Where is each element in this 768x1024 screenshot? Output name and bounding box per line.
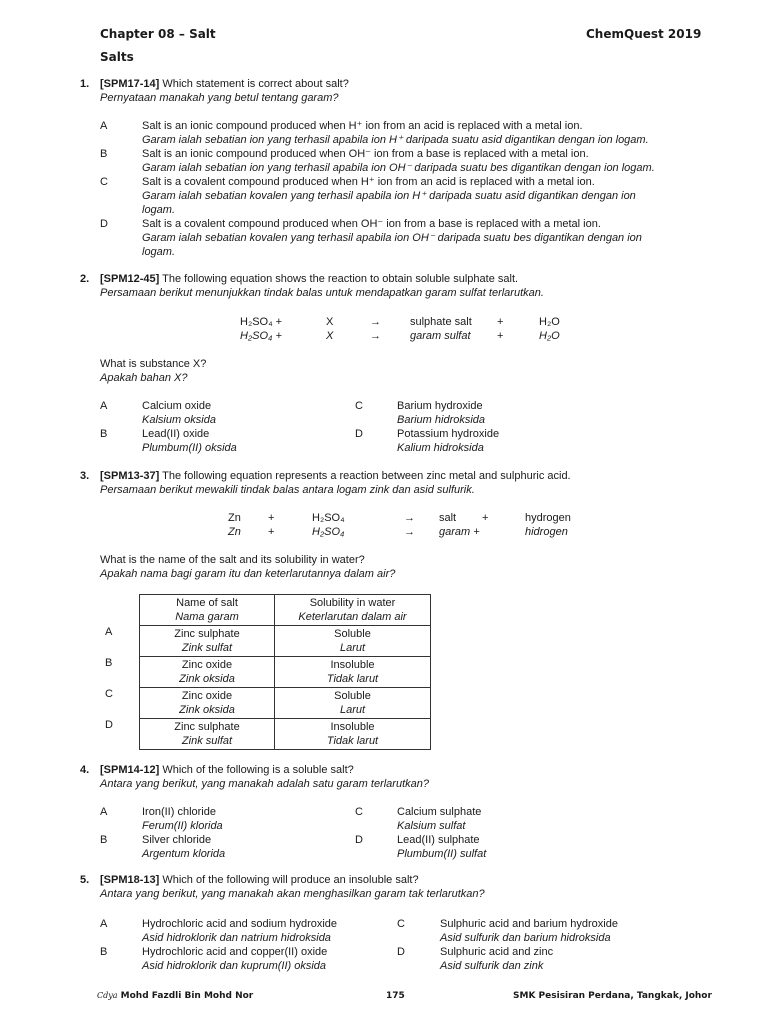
sub-question-en: What is the name of the salt and its solubility in water? xyxy=(100,554,365,566)
option-letter: D xyxy=(355,834,363,846)
equation-term: sulphate salt xyxy=(410,316,472,328)
option-letter: B xyxy=(100,148,108,160)
table-row xyxy=(140,688,431,719)
footer-author xyxy=(97,991,253,1001)
stem-ms: Persamaan berikut menunjukkan tindak balas untuk mendapatkan garam sulfat terlarutkan. xyxy=(100,287,544,299)
option-text-en: Salt is a covalent compound produced when H⁺ ion from an acid is replaced with a metal ion. xyxy=(142,176,595,188)
table-cell: Insoluble Tidak larut xyxy=(275,719,431,750)
option-text-en: Salt is an ionic compound produced when H⁺ ion from an acid is replaced with a metal ion. xyxy=(142,120,583,132)
option-letter: D xyxy=(397,946,405,958)
equation-term: + xyxy=(268,512,275,524)
author-name: Mohd Fazdli Bin Mohd Nor xyxy=(120,991,254,1001)
equation-term: hidrogen xyxy=(525,526,568,538)
question-code: [SPM12-45] xyxy=(100,273,160,285)
row-letter: B xyxy=(105,657,113,669)
equation-term: + xyxy=(268,526,275,538)
arrow-icon: → xyxy=(404,512,415,524)
salt-solubility-table xyxy=(139,594,431,750)
stem-en: The following equation represents a reaction between zinc metal and sulphuric acid. xyxy=(162,470,571,482)
equation-term: X xyxy=(326,330,334,342)
option-text-en: Hydrochloric acid and copper(II) oxide xyxy=(142,946,328,958)
option-text-en: Lead(II) sulphate xyxy=(397,834,480,846)
option-text-ms: Garam ialah sebatian ion yang terhasil apabila ion H⁺ daripada suatu asid digantikan dengan ion logam. xyxy=(142,134,649,146)
table-row xyxy=(140,719,431,750)
table-row xyxy=(140,657,431,688)
stem-en: The following equation shows the reaction to obtain soluble sulphate salt. xyxy=(162,273,519,285)
option-text-ms: Garam ialah sebatian kovalen yang terhasil apabila ion OH⁻ daripada suatu bes digantikan dengan ion xyxy=(142,232,642,244)
option-letter: B xyxy=(100,834,108,846)
equation-term: garam + xyxy=(439,526,480,538)
arrow-icon: → xyxy=(370,316,381,328)
option-text-ms: Asid hidroklorik dan natrium hidroksida xyxy=(142,932,331,944)
option-letter: B xyxy=(100,946,108,958)
option-letter: B xyxy=(100,428,108,440)
option-letter: C xyxy=(355,806,363,818)
stem-en: Which of the following will produce an insoluble salt? xyxy=(162,874,419,886)
option-text-ms: Asid sulfurik dan barium hidroksida xyxy=(440,932,611,944)
option-letter: A xyxy=(100,120,108,132)
option-text-en: Salt is an ionic compound produced when OH⁻ ion from a base is replaced with a metal ion. xyxy=(142,148,589,160)
arrow-icon: → xyxy=(370,330,381,342)
header-cell: Solubility in water Keterlarutan dalam air xyxy=(275,595,431,626)
option-letter: A xyxy=(100,400,108,412)
equation-term: H₂SO₄ + xyxy=(240,316,283,328)
equation-term: Zn xyxy=(228,512,241,524)
question-code: [SPM18-13] xyxy=(100,874,160,886)
table-cell: Zinc sulphate Zink sulfat xyxy=(140,626,275,657)
question-number: 2. xyxy=(80,273,90,285)
equation-term: hydrogen xyxy=(525,512,571,524)
row-letter: C xyxy=(105,688,113,700)
question-number: 3. xyxy=(80,470,90,482)
option-text-ms: Barium hidroksida xyxy=(397,414,486,426)
option-text-en: Lead(II) oxide xyxy=(142,428,210,440)
question-number: 1. xyxy=(80,78,90,90)
option-text-ms: Kalsium sulfat xyxy=(397,820,466,832)
question-code: [SPM13-37] xyxy=(100,470,160,482)
sub-question-ms: Apakah nama bagi garam itu dan keterlarutannya dalam air? xyxy=(100,568,396,580)
row-letter: D xyxy=(105,719,113,731)
option-text-ms: Asid hidroklorik dan kuprum(II) oksida xyxy=(142,960,327,972)
question-stem xyxy=(100,272,518,286)
option-text-ms: Garam ialah sebatian ion yang terhasil apabila ion OH⁻ daripada suatu bes digantikan dengan ion logam. xyxy=(142,162,655,174)
option-letter: A xyxy=(100,918,108,930)
brand-title: ChemQuest 2019 xyxy=(586,27,702,41)
stem-en: Which statement is correct about salt? xyxy=(162,78,349,90)
sub-question-en: What is substance X? xyxy=(100,358,207,370)
equation-term: H₂O xyxy=(539,330,560,342)
stem-ms: Pernyataan manakah yang betul tentang garam? xyxy=(100,92,339,104)
option-letter: C xyxy=(397,918,405,930)
equation-term: H₂O xyxy=(539,316,560,328)
table-cell: Soluble Larut xyxy=(275,688,431,719)
page-number: 175 xyxy=(386,991,405,1001)
equation-term: H₂SO₄ xyxy=(312,526,345,538)
footer-school: SMK Pesisiran Perdana, Tangkak, Johor xyxy=(513,991,712,1001)
option-text-en: Barium hydroxide xyxy=(397,400,483,412)
stem-ms: Antara yang berikut, yang manakah adalah satu garam terlarutkan? xyxy=(100,778,429,790)
table-header-row xyxy=(140,595,431,626)
option-text-ms: Argentum klorida xyxy=(142,848,226,860)
stem-en: Which of the following is a soluble salt? xyxy=(162,764,354,776)
option-text-en: Salt is a covalent compound produced when OH⁻ ion from a base is replaced with a metal ion. xyxy=(142,218,601,230)
equation-term: garam sulfat xyxy=(410,330,471,342)
stem-ms: Persamaan berikut mewakili tindak balas antara logam zink dan asid sulfurik. xyxy=(100,484,475,496)
equation-term: H₂SO₄ xyxy=(312,512,345,524)
table-cell: Soluble Larut xyxy=(275,626,431,657)
equation-term: + xyxy=(497,316,504,328)
equation-term: Zn xyxy=(228,526,241,538)
question-stem xyxy=(100,873,419,887)
question-stem xyxy=(100,469,571,483)
sub-question-ms: Apakah bahan X? xyxy=(100,372,188,384)
option-text-en: Iron(II) chloride xyxy=(142,806,216,818)
equation-term: X xyxy=(326,316,334,328)
chapter-title: Chapter 08 – Salt xyxy=(100,27,216,41)
option-text-en: Calcium oxide xyxy=(142,400,212,412)
question-number: 5. xyxy=(80,874,90,886)
option-text-ms: logam. xyxy=(142,246,176,258)
question-stem xyxy=(100,763,354,777)
equation-term: + xyxy=(497,330,504,342)
table-cell: Zinc oxide Zink oksida xyxy=(140,657,275,688)
option-text-ms: Kalsium oksida xyxy=(142,414,216,426)
question-code: [SPM17-14] xyxy=(100,78,160,90)
option-letter: A xyxy=(100,806,108,818)
option-text-ms: Plumbum(II) sulfat xyxy=(397,848,487,860)
question-stem xyxy=(100,77,349,91)
option-text-en: Sulphuric acid and barium hydroxide xyxy=(440,918,618,930)
option-text-en: Potassium hydroxide xyxy=(397,428,500,440)
option-text-ms: Ferum(II) klorida xyxy=(142,820,223,832)
table-cell: Zinc sulphate Zink sulfat xyxy=(140,719,275,750)
option-text-ms: Asid sulfurik dan zink xyxy=(440,960,544,972)
stem-ms: Antara yang berikut, yang manakah akan menghasilkan garam tak terlarutkan? xyxy=(100,888,485,900)
option-letter: D xyxy=(100,218,108,230)
table-cell: Insoluble Tidak larut xyxy=(275,657,431,688)
option-text-ms: Kalium hidroksida xyxy=(397,442,484,454)
option-text-ms: Plumbum(II) oksida xyxy=(142,442,237,454)
equation-term: H₂SO₄ + xyxy=(240,330,282,342)
section-title: Salts xyxy=(100,50,134,64)
option-text-ms: logam. xyxy=(142,204,176,216)
option-letter: D xyxy=(355,428,363,440)
question-code: [SPM14-12] xyxy=(100,764,160,776)
question-number: 4. xyxy=(80,764,90,776)
option-text-en: Silver chloride xyxy=(142,834,212,846)
header-cell: Name of salt Nama garam xyxy=(140,595,275,626)
row-letter: A xyxy=(105,626,113,638)
equation-term: salt xyxy=(439,512,457,524)
equation-term: + xyxy=(482,512,489,524)
option-letter: C xyxy=(355,400,363,412)
table-cell: Zinc oxide Zink oksida xyxy=(140,688,275,719)
option-text-en: Calcium sulphate xyxy=(397,806,482,818)
option-text-ms: Garam ialah sebatian kovalen yang terhasil apabila ion H⁺ daripada suatu asid digantikan dengan ion xyxy=(142,190,636,202)
arrow-icon: → xyxy=(404,526,415,538)
option-text-en: Sulphuric acid and zinc xyxy=(440,946,554,958)
signature-mark: Cdya xyxy=(97,991,118,1000)
option-letter: C xyxy=(100,176,108,188)
option-text-en: Hydrochloric acid and sodium hydroxide xyxy=(142,918,338,930)
table-row xyxy=(140,626,431,657)
